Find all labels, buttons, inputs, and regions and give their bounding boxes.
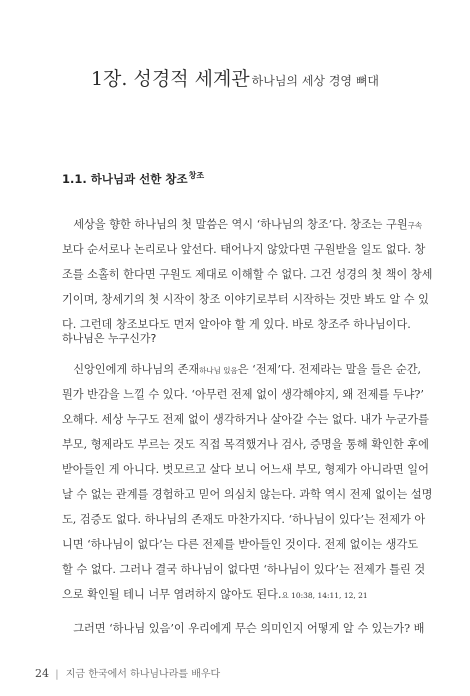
paragraph-line: 다. 그런데 창조보다도 먼저 알아야 할 게 있다. 바로 창조주 하나님이다. (62, 318, 411, 331)
chapter-heading (0, 64, 470, 91)
paragraph-line: 오해다. 세상 누구도 전제 없이 생각하거나 살아갈 수는 없다. 내가 누군가를 (62, 413, 429, 426)
inline-note: 하나님 있음 (199, 366, 238, 375)
line-text: 신앙인에게 하나님의 존재 (73, 363, 200, 376)
line-text: 은 ‘전제’다. 전제라는 말을 들은 순간, (237, 363, 422, 376)
paragraph-premise (62, 357, 433, 607)
paragraph-creation (62, 212, 433, 337)
book-title: 하나님나라를 배우다 (130, 669, 221, 680)
page-footer (35, 665, 220, 680)
footer-separator: | (55, 669, 59, 680)
book-title-prefix: 지금 한국에서 (65, 669, 127, 680)
line-text: 그러면 ‘하나님 있음’이 우리에게 무슨 의미인지 어떻게 알 수 있는가? 배 (73, 622, 425, 635)
section-heading (62, 170, 204, 187)
paragraph-line: 니면 ‘하나님이 없다’는 다른 전제를 받아들인 것이다. 전제 없이는 생각도 (62, 538, 419, 551)
paragraph-line: 보다 순서로나 논리로나 앞선다. 태어나지 않았다면 구원받을 일도 없다. 창 (62, 243, 426, 256)
chapter-title: 1장. 성경적 세계관 (90, 68, 250, 90)
line-text: 으로 확인될 테니 너무 염려하지 않아도 된다. (62, 588, 282, 601)
line-text: 세상을 향한 하나님의 첫 말씀은 역시 ‘하나님의 창조’다. 창조는 구원 (73, 218, 408, 231)
paragraph-line (62, 616, 425, 641)
paragraph-meaning (62, 616, 425, 641)
paragraph-line: 부모, 형제라도 부르는 것도 직접 목격했거나 검사, 증명을 통해 확인한 후에 (62, 438, 429, 451)
section-title-note: 창조 (188, 171, 205, 180)
paragraph-line: 할 수 없다. 그러나 결국 하나님이 없다면 ‘하나님이 있다’는 전제가 틀린 것 (62, 563, 426, 576)
inline-note: 구속 (407, 221, 423, 230)
chapter-subtitle: 하나님의 세상 경영 뼈대 (251, 74, 380, 88)
paragraph-line (62, 212, 423, 237)
subheading: 하나님은 누구신가? (62, 332, 157, 345)
paragraph-line: 기이며, 창세기의 첫 시작이 창조 이야기로부터 시작하는 것만 봐도 알 수 있 (62, 293, 429, 306)
paragraph-line (62, 582, 408, 607)
bible-reference: 요 10:38, 14:11, 12, 21 (281, 591, 368, 600)
paragraph-line: 도, 검증도 없다. 하나님의 존재도 마찬가지다. ‘하나님이 있다’는 전제가 아 (62, 513, 426, 526)
paragraph-line: 날 수 없는 관계를 경험하고 믿어 의심치 않는다. 과학 역시 전제 없이는 설명 (62, 488, 433, 501)
paragraph-line (62, 357, 422, 382)
section-title: 1.1. 하나님과 선한 창조 (62, 171, 188, 186)
paragraph-line: 조를 소홀히 한다면 구원도 제대로 이해할 수 없다. 그건 성경의 첫 책이 창세 (62, 268, 433, 281)
page-number: 24 (35, 667, 49, 680)
paragraph-line: 받아들인 게 아니다. 벗모르고 살다 보니 어느새 부모, 형제가 아니라면 일어 (62, 463, 429, 476)
paragraph-line: 뭔가 반감을 느낄 수 있다. ‘아무런 전제 없이 생각해야지, 왜 전제를 두냐?’ (62, 388, 424, 401)
